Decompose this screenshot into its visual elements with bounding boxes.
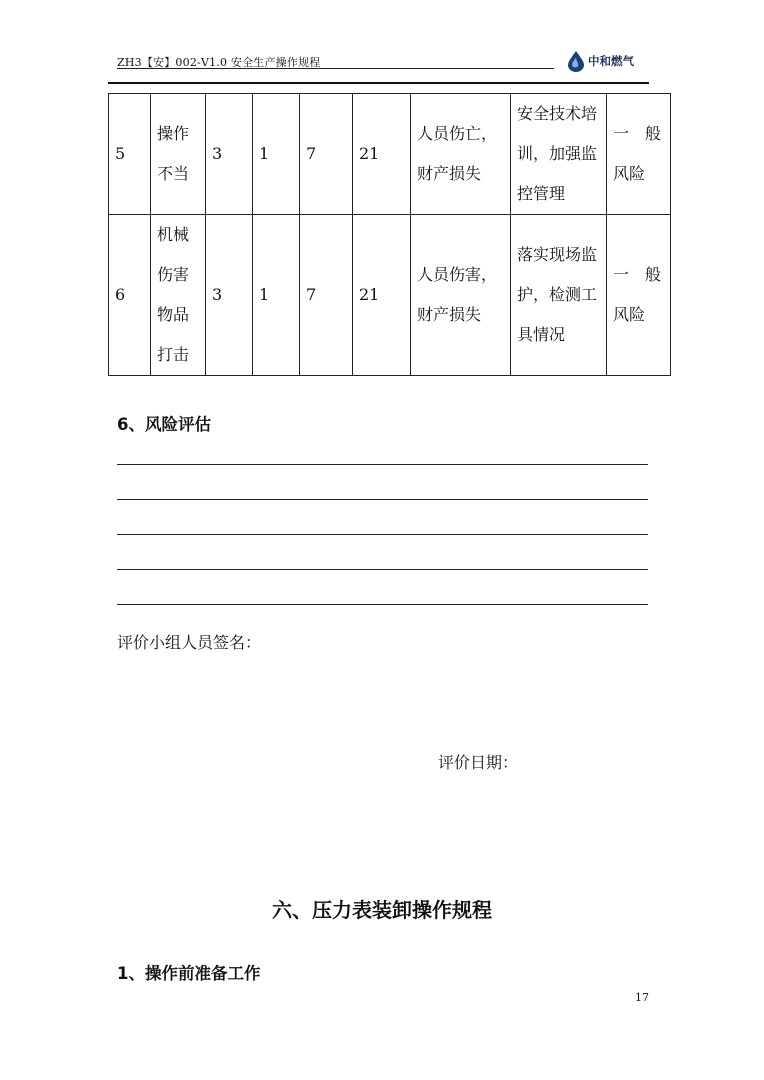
assessment-blank-line [117, 534, 648, 535]
cell-d: 21 [353, 94, 411, 215]
preparation-heading: 1、操作前准备工作 [117, 964, 261, 983]
water-drop-icon [566, 50, 586, 72]
cell-l: 3 [206, 215, 253, 376]
company-logo [566, 50, 634, 72]
logo-text: 中和燃气 [588, 54, 634, 68]
assessment-blank-line [117, 569, 648, 570]
cell-hazard: 机械伤害物品打击 [151, 215, 206, 376]
document-code: ZH3【安】002-V1.0 安全生产操作规程 [117, 56, 321, 69]
cell-consequence: 人员伤害，财产损失 [411, 215, 511, 376]
cell-d: 21 [353, 215, 411, 376]
cell-e: 1 [253, 215, 300, 376]
header-divider-thin [117, 68, 554, 69]
risk-assessment-heading: 6、风险评估 [117, 415, 211, 434]
assessment-blank-line [117, 464, 648, 465]
cell-measures: 落实现场监护，检测工具情况 [511, 215, 607, 376]
header-divider-thick [108, 82, 649, 84]
date-label: 评价日期： [438, 753, 519, 772]
risk-table [108, 93, 671, 376]
assessment-blank-line [117, 499, 648, 500]
table-row [109, 215, 671, 376]
cell-e: 1 [253, 94, 300, 215]
cell-level: 一 般风险 [607, 94, 671, 215]
cell-c: 7 [300, 215, 353, 376]
cell-measures: 安全技术培训，加强监控管理 [511, 94, 607, 215]
cell-l: 3 [206, 94, 253, 215]
cell-consequence: 人员伤亡，财产损失 [411, 94, 511, 215]
cell-number: 6 [109, 215, 151, 376]
page-number: 17 [635, 991, 649, 1004]
chapter-title: 六、压力表装卸操作规程 [272, 898, 492, 922]
cell-level: 一 般风险 [607, 215, 671, 376]
cell-c: 7 [300, 94, 353, 215]
assessment-blank-line [117, 604, 648, 605]
cell-hazard: 操作不当 [151, 94, 206, 215]
table-row [109, 94, 671, 215]
signature-label: 评价小组人员签名： [117, 633, 262, 652]
cell-number: 5 [109, 94, 151, 215]
